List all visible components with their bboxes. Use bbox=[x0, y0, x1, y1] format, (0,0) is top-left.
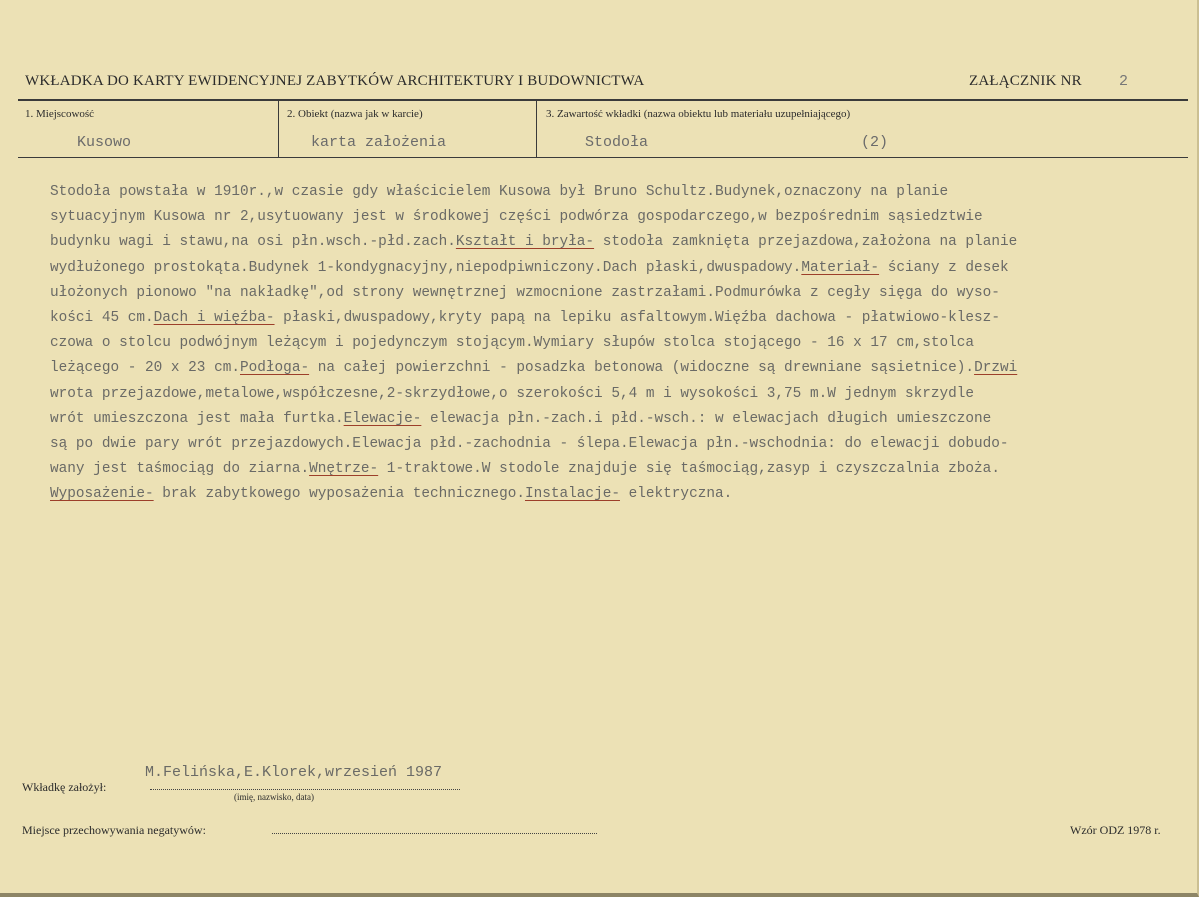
annex-number: 2 bbox=[1119, 73, 1129, 90]
annex-label: ZAŁĄCZNIK NR bbox=[969, 73, 1082, 89]
section-heading: Wnętrze- bbox=[309, 461, 379, 478]
field-divider bbox=[536, 100, 537, 158]
description-segment: brak zabytkowego wyposażenia technicznego. bbox=[153, 486, 525, 503]
content-label: 3. Zawartość wkładki (nazwa obiektu lub materiału uzupełniającego) bbox=[546, 108, 851, 120]
description-segment: 1-traktowe.W stodole znajduje się taśmociąg,zasyp i czyszczalnia zboża. bbox=[386, 461, 1000, 478]
author-dotted-line bbox=[150, 789, 460, 790]
section-heading: Drzwi bbox=[974, 360, 1018, 377]
section-heading: Dach i więźba- bbox=[153, 310, 275, 327]
description-segment: ściany z desek ułożonych pionowo "na nakładkę",od strony wewnętrznej wzmocnione zastrzałami.Podmurówka z cegły sięga do wyso- kości 45 cm. bbox=[50, 259, 1009, 327]
card-title: WKŁADKA DO KARTY EWIDENCYJNEJ ZABYTKÓW ARCHITEKTURY I BUDOWNICTWA bbox=[25, 73, 645, 89]
header-rule bbox=[18, 99, 1188, 101]
template-label: Wzór ODZ 1978 r. bbox=[1070, 823, 1161, 837]
description-segment: elewacja płn.-zach.i płd.-wsch.: w elewacjach długich umieszczone są po dwie pary wrót przejazdowych.Elewacja płd.-zachodnia - ślepa.Elewacja płn.-wschodnia: do elewacji dobudo- wany jest taśmociąg do ziarna. bbox=[50, 410, 1009, 478]
negatives-label: Miejsce przechowywania negatywów: bbox=[22, 823, 206, 837]
section-heading: Elewacje- bbox=[343, 410, 422, 427]
content-number: (2) bbox=[861, 134, 889, 151]
object-value: karta założenia bbox=[311, 134, 447, 151]
section-heading: Materiał- bbox=[801, 259, 880, 276]
section-heading: Kształt i bryła- bbox=[455, 234, 595, 251]
content-value: Stodoła bbox=[585, 134, 649, 151]
field-divider bbox=[278, 100, 279, 158]
author-label: Wkładkę założył: bbox=[22, 780, 107, 794]
locality-value: Kusowo bbox=[77, 134, 132, 151]
description-segment: stodoła zamknięta przejazdowa,założona na planie wydłużonego prostokąta.Budynek 1-kondygnacyjny,niepodpiwniczony.Dach płaski,dwuspadowy. bbox=[50, 234, 1018, 276]
section-heading: Instalacje- bbox=[524, 486, 620, 503]
object-label: 2. Obiekt (nazwa jak w karcie) bbox=[287, 108, 423, 120]
author-hint: (imię, nazwisko, data) bbox=[234, 792, 314, 802]
description-segment: elektryczna. bbox=[619, 486, 733, 503]
locality-label: 1. Miejscowość bbox=[25, 108, 95, 120]
author-value: M.Felińska,E.Klorek,wrzesień 1987 bbox=[145, 764, 443, 781]
description-segment: Stodoła powstała w 1910r.,w czasie gdy właścicielem Kusowa był Bruno Schultz.Budynek,oznaczony na planie sytuacyjnym Kusowa nr 2,usytuowany jest w środkowej części podwórza gospodarczego,w bezpośrednim sąsiedztwie budynku wagi i stawu,na osi płn.wsch.-płd.zach. bbox=[50, 184, 983, 251]
description-segment: płaski,dwuspadowy,kryty papą na lepiku asfaltowym.Więźba dachowa - płatwiowo-klesz- czowa o stolcu podwójnym leżącym i pojedynczym stojącym.Wymiary słupów stolca stojącego - 16 x 17 cm,stolca leżącego - 20 x 23 cm. bbox=[50, 310, 1000, 377]
section-heading: Wyposażenie- bbox=[50, 486, 154, 503]
negatives-dotted-line bbox=[272, 833, 597, 834]
description-text bbox=[50, 180, 1199, 508]
fields-rule bbox=[18, 157, 1188, 158]
section-heading: Podłoga- bbox=[240, 360, 310, 377]
description-segment: wrota przejazdowe,metalowe,współczesne,2-skrzydłowe,o szerokości 5,4 m i wysokości 3,75 m.W jednym skrzydle wrót umieszczona jest mała furtka. bbox=[50, 385, 975, 427]
description-segment: na całej powierzchni - posadzka betonowa (widoczne są drewniane sąsietnice). bbox=[309, 360, 975, 377]
